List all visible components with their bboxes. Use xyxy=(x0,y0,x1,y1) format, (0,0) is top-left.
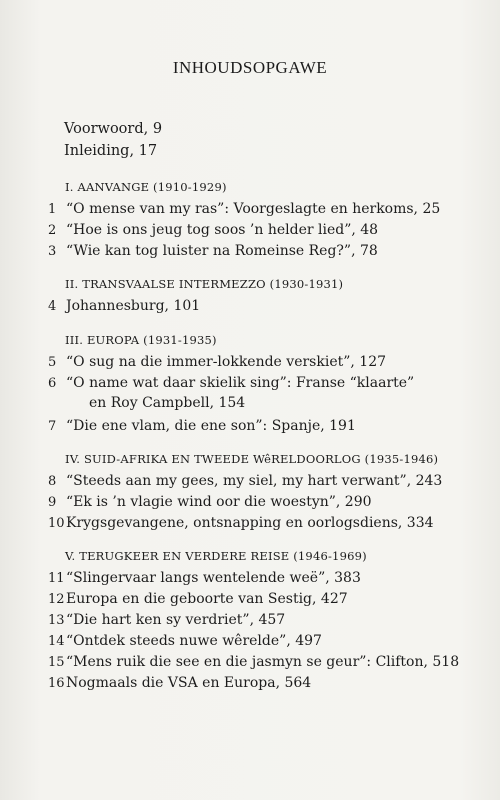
front-matter-item: Voorwoord, 9 xyxy=(64,121,163,137)
section-heading: I. AANVANGE (1910-1929) xyxy=(65,180,227,194)
chapter-number: 16 xyxy=(48,676,65,691)
chapter-title: “O mense van my ras”: Voorgeslagte en herkoms, 25 xyxy=(66,201,441,217)
toc-entry xyxy=(48,570,361,586)
chapter-title: “Ontdek steeds nuwe wêrelde”, 497 xyxy=(66,633,322,649)
toc-entry xyxy=(48,675,311,691)
front-matter xyxy=(64,118,162,162)
chapter-title: Johannesburg, 101 xyxy=(66,298,201,314)
chapter-title: “Mens ruik die see en die jasmyn se geur”: Clifton, 518 xyxy=(66,654,460,670)
chapter-number: 14 xyxy=(48,634,65,649)
toc-entry xyxy=(48,222,378,238)
chapter-title: “O sug na die immer-lokkende verskiet”, 127 xyxy=(66,354,387,370)
chapter-number: 5 xyxy=(48,355,57,370)
toc-entry xyxy=(48,633,322,649)
chapter-number: 12 xyxy=(48,592,65,607)
chapter-number: 15 xyxy=(48,655,65,670)
chapter-title: “Steeds aan my gees, my siel, my hart verwant”, 243 xyxy=(66,473,443,489)
chapter-number: 13 xyxy=(48,613,65,628)
toc-entry xyxy=(48,375,414,391)
page-title: INHOUDSOPGAWE xyxy=(172,58,328,77)
toc-entry xyxy=(48,494,372,510)
toc-entry xyxy=(48,418,356,434)
chapter-title: “Slingervaar langs wentelende weë”, 383 xyxy=(66,570,361,586)
toc-entry xyxy=(48,473,442,489)
chapter-number: 9 xyxy=(48,495,57,510)
chapter-title: Europa en die geboorte van Sestig, 427 xyxy=(66,591,348,607)
toc-entry xyxy=(48,354,386,370)
toc-entry xyxy=(48,515,434,531)
chapter-title: “Hoe is ons jeug tog soos ’n helder lied”, 48 xyxy=(66,222,379,238)
section-heading: V. TERUGKEER EN VERDERE REISE (1946-1969) xyxy=(65,549,367,563)
toc-entry xyxy=(48,201,440,217)
chapter-number: 4 xyxy=(48,299,57,314)
chapter-title: “Ek is ’n vlagie wind oor die woestyn”, 290 xyxy=(66,494,372,510)
chapter-title: “Die ene vlam, die ene son”: Spanje, 191 xyxy=(66,418,356,434)
chapter-number: 2 xyxy=(48,223,57,238)
chapter-title: Krygsgevangene, ontsnapping en oorlogsdiens, 334 xyxy=(66,515,434,531)
section-heading: III. EUROPA (1931-1935) xyxy=(65,333,217,347)
chapter-title: Nogmaals die VSA en Europa, 564 xyxy=(66,675,312,691)
chapter-number: 1 xyxy=(48,202,57,217)
front-matter-item: Inleiding, 17 xyxy=(64,143,158,159)
chapter-number: 7 xyxy=(48,419,57,434)
chapter-number: 8 xyxy=(48,474,57,489)
section-heading: IV. SUID-AFRIKA EN TWEEDE WêRELDOORLOG (1935-1946) xyxy=(65,452,439,466)
toc-entry xyxy=(48,612,285,628)
toc-entry xyxy=(48,298,200,314)
chapter-number: 3 xyxy=(48,244,57,259)
toc-entry xyxy=(48,591,348,607)
chapter-number: 6 xyxy=(48,376,57,391)
chapter-number: 10 xyxy=(48,516,65,531)
toc-entry xyxy=(48,654,459,670)
section-heading: II. TRANSVAALSE INTERMEZZO (1930-1931) xyxy=(65,277,344,291)
chapter-title-continuation: en Roy Campbell, 154 xyxy=(89,395,246,411)
chapter-title: “O name wat daar skielik sing”: Franse “klaarte” xyxy=(66,375,415,391)
chapter-number: 11 xyxy=(48,571,65,586)
chapter-title: “Die hart ken sy verdriet”, 457 xyxy=(66,612,286,628)
toc-entry xyxy=(48,243,378,259)
chapter-title: “Wie kan tog luister na Romeinse Reg?”, 78 xyxy=(66,243,378,259)
